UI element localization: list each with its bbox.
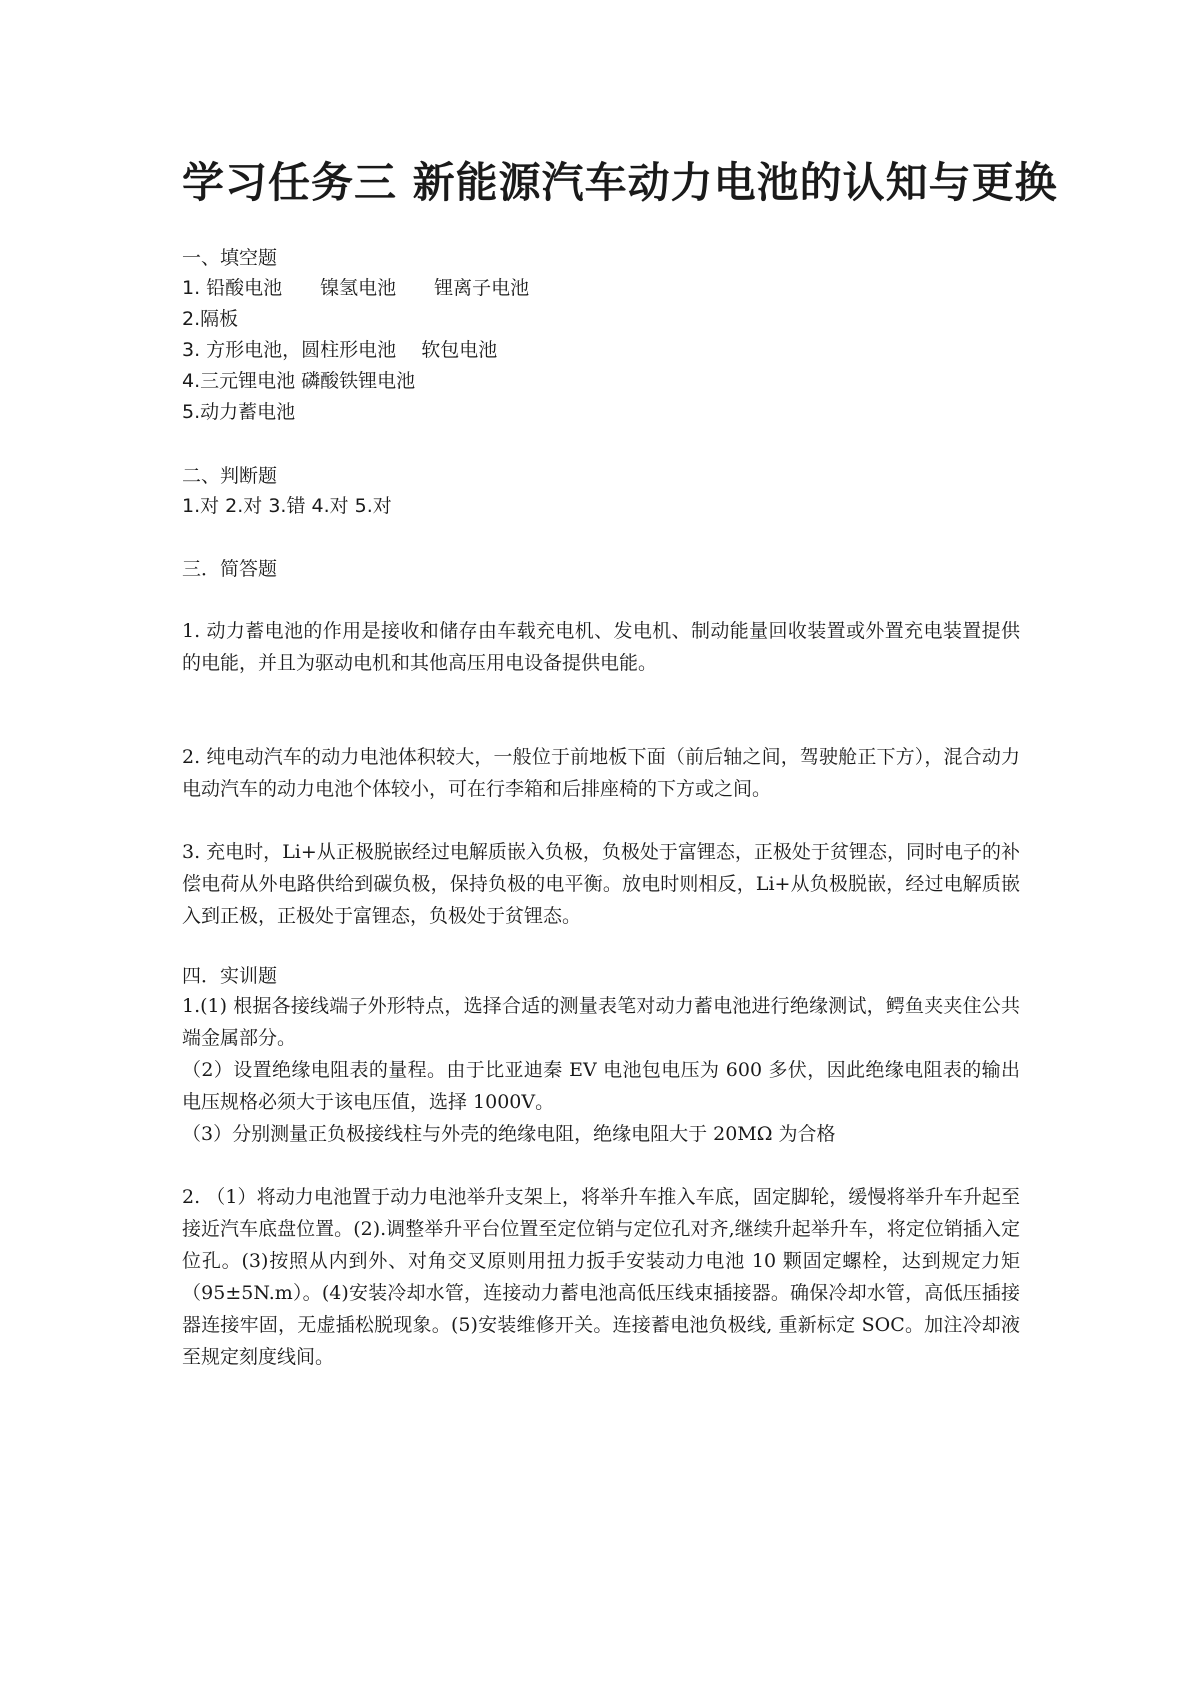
- page-title: 学习任务三 新能源汽车动力电池的认知与更换: [182, 158, 1058, 207]
- short-answer-1: 1. 动力蓄电池的作用是接收和储存由车载充电机、发电机、制动能量回收装置或外置充电装置提供的电能，并且为驱动电机和其他高压用电设备提供电能。: [182, 620, 1020, 674]
- section1-heading: 一、填空题: [182, 247, 278, 269]
- fill-blank-answer-1: 1. 铅酸电池 镍氢电池 锂离子电池: [182, 277, 530, 299]
- practical-q1-step-3: （3）分别测量正负极接线柱与外壳的绝缘电阻，绝缘电阻大于 20MΩ 为合格: [182, 1123, 836, 1145]
- practical-q1-step-1: 1.(1) 根据各接线端子外形特点，选择合适的测量表笔对动力蓄电池进行绝缘测试，鳄鱼夹夹住公共端金属部分。: [182, 995, 1020, 1049]
- fill-blank-answer-5: 5.动力蓄电池: [182, 401, 296, 423]
- practical-q1-step-2: （2）设置绝缘电阻表的量程。由于比亚迪秦 EV 电池包电压为 600 多伏，因此绝缘电阻表的输出电压规格必须大于该电压值，选择 1000V。: [182, 1059, 1020, 1113]
- fill-blank-answer-4: 4.三元锂电池 磷酸铁锂电池: [182, 370, 416, 392]
- short-answer-3: 3. 充电时，Li+从正极脱嵌经过电解质嵌入负极，负极处于富锂态，正极处于贫锂态，同时电子的补偿电荷从外电路供给到碳负极，保持负极的电平衡。放电时则相反，Li+从负极脱嵌，经过电解质嵌入到正极，正极处于富锂态，负极处于贫锂态。: [182, 841, 1020, 927]
- section4-heading: 四．实训题: [182, 965, 278, 987]
- section3-heading: 三．简答题: [182, 558, 278, 580]
- fill-blank-answer-3: 3. 方形电池，圆柱形电池 软包电池: [182, 339, 498, 361]
- section2-heading: 二、判断题: [182, 465, 278, 487]
- short-answer-2: 2. 纯电动汽车的动力电池体积较大，一般位于前地板下面（前后轴之间，驾驶舱正下方），混合动力电动汽车的动力电池个体较小，可在行李箱和后排座椅的下方或之间。: [182, 746, 1020, 800]
- true-false-answers: 1.对 2.对 3.错 4.对 5.对: [182, 495, 392, 517]
- practical-answer-2: 2. （1）将动力电池置于动力电池举升支架上，将举升车推入车底，固定脚轮，缓慢将举升车升起至接近汽车底盘位置。(2).调整举升平台位置至定位销与定位孔对齐,继续升起举升车，将定位销插入定位孔。(3)按照从内到外、对角交叉原则用扭力扳手安装动力电池 10 颗固定螺栓，达到规定力矩（95±5N.m）。(4)安装冷却水管，连接动力蓄电池高低压线束插接器。确保冷却水管，高低压插接器连接牢固，无虚插松脱现象。(5)安装维修开关。连接蓄电池负极线, 重新标定 SOC。加注冷却液至规定刻度线间。: [182, 1186, 1020, 1368]
- fill-blank-answer-2: 2.隔板: [182, 308, 239, 330]
